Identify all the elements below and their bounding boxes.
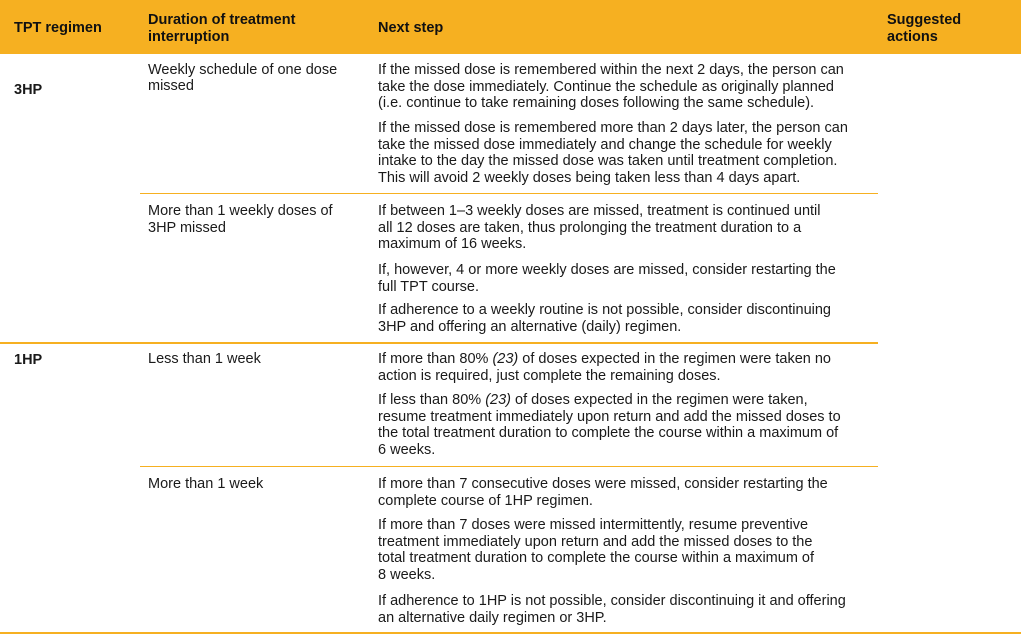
duration-3hp-a-line1: Weekly schedule of one dose	[148, 62, 338, 78]
next-step-3hp-a-p2: If the missed dose is remembered more than 2 days later, the person can take the missed dose immediately and change the schedule for weekly intake to the day the missed dose was taken until treatment completion. This will avoid 2 weekly doses being taken less than 4 days apart.	[378, 120, 848, 186]
row-divider	[140, 193, 878, 194]
header-duration-line2: interruption	[148, 29, 230, 45]
header-next-step: Next step	[378, 20, 444, 36]
header-tpt-regimen: TPT regimen	[14, 20, 102, 36]
regimen-1hp: 1HP	[14, 352, 43, 368]
duration-3hp-b-line2: 3HP missed	[148, 220, 226, 236]
table-header	[0, 0, 1021, 54]
next-step-1hp-a-p2: If less than 80% (23) of doses expected in the regimen were taken, resume treatment immediately upon return and add the missed doses to the total treatment duration to complete the course within a maximum of 6 weeks.	[378, 392, 841, 458]
next-step-3hp-b-p2: If, however, 4 or more weekly doses are missed, consider restarting the full TPT course.	[378, 262, 836, 295]
section-divider	[0, 342, 878, 344]
next-step-3hp-b-p3: If adherence to a weekly routine is not possible, consider discontinuing 3HP and offering an alternative (daily) regimen.	[378, 302, 831, 335]
regimen-3hp: 3HP	[14, 82, 43, 98]
duration-1hp-a: Less than 1 week	[148, 351, 261, 367]
header-suggested-line2: actions	[887, 29, 938, 45]
next-step-1hp-b-p3: If adherence to 1HP is not possible, consider discontinuing it and offering an alternative daily regimen or 3HP.	[378, 593, 846, 626]
duration-3hp-a-line2: missed	[148, 78, 194, 94]
reference-23: (23)	[485, 392, 511, 408]
next-step-1hp-b-p1: If more than 7 consecutive doses were missed, consider restarting the complete course of 1HP regimen.	[378, 476, 828, 509]
row-divider	[140, 466, 878, 467]
next-step-1hp-a-p1: If more than 80% (23) of doses expected in the regimen were taken no action is required, just complete the remaining doses.	[378, 351, 831, 384]
next-step-3hp-b-p1: If between 1–3 weekly doses are missed, treatment is continued until all 12 doses are taken, thus prolonging the treatment duration to a maximum of 16 weeks.	[378, 203, 821, 252]
duration-1hp-b: More than 1 week	[148, 476, 264, 492]
duration-3hp-b-line1: More than 1 weekly doses of	[148, 203, 333, 219]
header-duration-line1: Duration of treatment	[148, 12, 296, 28]
reference-23: (23)	[492, 351, 519, 367]
header-suggested-line1: Suggested	[887, 12, 962, 28]
next-step-1hp-b-p2: If more than 7 doses were missed intermittently, resume preventive treatment immediately upon return and add the missed doses to the total treatment duration to complete the course within a maximum of 8 weeks.	[378, 517, 815, 583]
table-bottom-rule	[0, 632, 1021, 634]
next-step-3hp-a-p1: If the missed dose is remembered within the next 2 days, the person can take the dose immediately. Continue the schedule as originally planned (i.e. continue to take remaining doses following the same schedule).	[378, 62, 844, 111]
